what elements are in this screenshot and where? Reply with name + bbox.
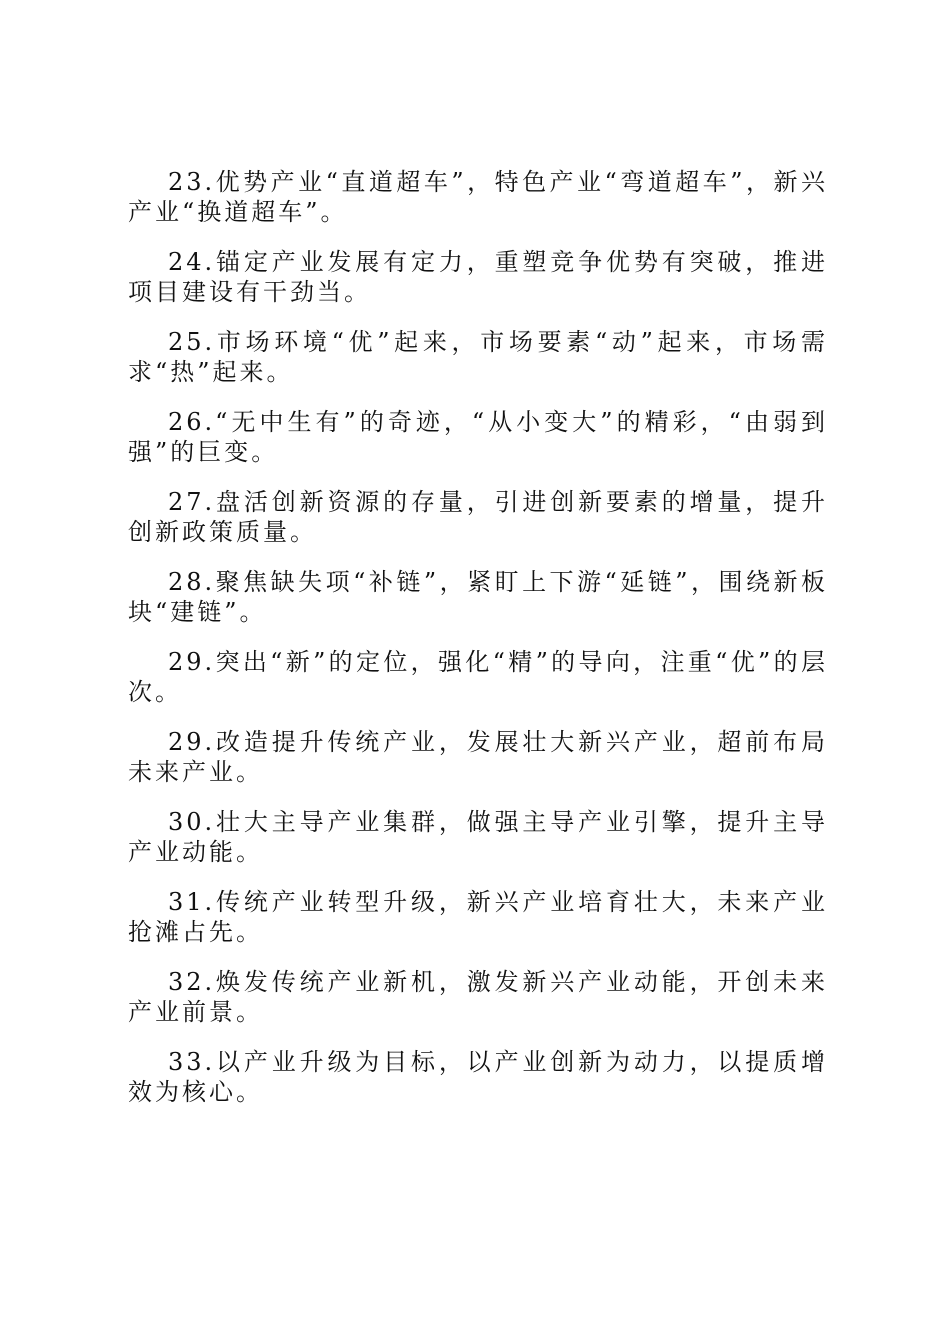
paragraph-30: 30.壮大主导产业集群，做强主导产业引擎，提升主导产业动能。 — [128, 808, 828, 866]
paragraph-29a: 29.突出“新”的定位，强化“精”的导向，注重“优”的层次。 — [128, 648, 828, 706]
paragraph-24: 24.锚定产业发展有定力，重塑竞争优势有突破，推进项目建设有干劲当。 — [128, 248, 828, 306]
paragraph-33: 33.以产业升级为目标，以产业创新为动力，以提质增效为核心。 — [128, 1048, 828, 1106]
paragraph-23: 23.优势产业“直道超车”，特色产业“弯道超车”，新兴产业“换道超车”。 — [128, 168, 828, 226]
paragraph-31: 31.传统产业转型升级，新兴产业培育壮大，未来产业抢滩占先。 — [128, 888, 828, 946]
paragraph-28: 28.聚焦缺失项“补链”，紧盯上下游“延链”，围绕新板块“建链”。 — [128, 568, 828, 626]
document-body — [128, 167, 828, 1127]
paragraph-29b: 29.改造提升传统产业，发展壮大新兴产业，超前布局未来产业。 — [128, 728, 828, 786]
paragraph-25: 25.市场环境“优”起来，市场要素“动”起来，市场需求“热”起来。 — [128, 328, 828, 386]
paragraph-32: 32.焕发传统产业新机，激发新兴产业动能，开创未来产业前景。 — [128, 968, 828, 1026]
paragraph-26: 26.“无中生有”的奇迹，“从小变大”的精彩，“由弱到强”的巨变。 — [128, 408, 828, 466]
paragraph-27: 27.盘活创新资源的存量，引进创新要素的增量，提升创新政策质量。 — [128, 488, 828, 546]
